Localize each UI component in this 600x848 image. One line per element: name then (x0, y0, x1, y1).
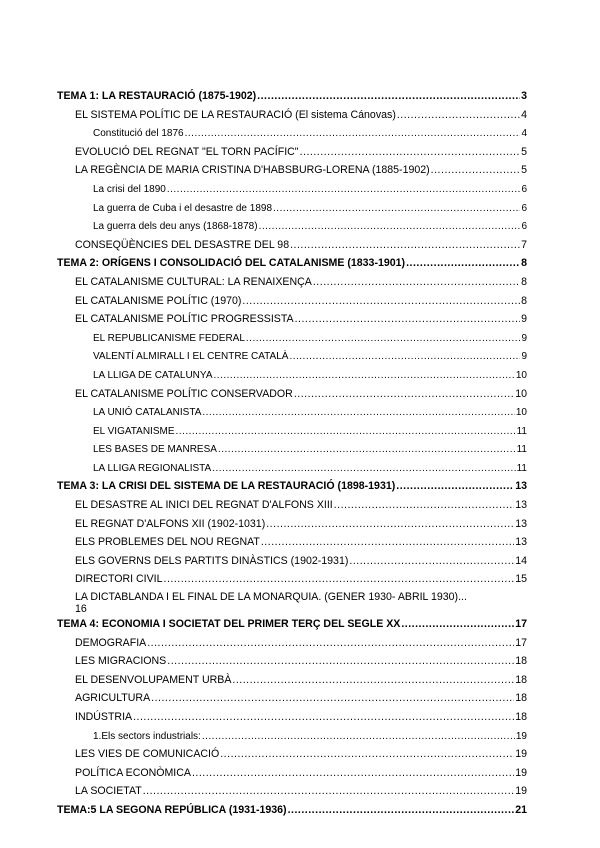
toc-entry-title: La crisi del 1890 (93, 183, 166, 195)
toc-entry-title: LA SOCIETAT (75, 785, 142, 798)
toc-entry-page: 17 (515, 618, 527, 631)
dot-leader (289, 350, 520, 363)
toc-entry-page: 6 (521, 221, 527, 233)
toc-entry-title: Constitució del 1876 (93, 128, 184, 140)
toc-entry[interactable] (57, 653, 527, 672)
toc-entry-title: EL CATALANISME CULTURAL: LA RENAIXENÇA (75, 275, 312, 288)
dot-leader (202, 406, 515, 419)
dot-leader (396, 480, 514, 493)
toc-entry-title: LA LLIGA REGIONALISTA (93, 462, 212, 474)
toc-entry-title: EL SISTEMA POLÍTIC DE LA RESTAURACIÓ (El sistema Cánovas) (75, 108, 396, 121)
dot-leader (349, 555, 514, 568)
toc-entry-page: 3 (521, 90, 527, 102)
toc-entry[interactable] (57, 293, 527, 312)
toc-entry-page: 7 (521, 238, 527, 251)
dot-leader (202, 730, 515, 743)
toc-entry[interactable] (57, 765, 527, 784)
toc-entry[interactable] (57, 441, 527, 460)
dot-leader (214, 369, 515, 382)
toc-entry-title: INDÚSTRIA (75, 711, 133, 723)
toc-entry-title: 1.Els sectors industrials: (93, 730, 201, 742)
dot-leader (164, 573, 515, 586)
toc-entry-page: 11 (516, 425, 527, 437)
toc-entry[interactable] (57, 497, 527, 516)
toc-entry[interactable] (57, 200, 527, 219)
dot-leader (273, 202, 520, 215)
toc-entry-page: 5 (521, 145, 527, 158)
toc-entry-title: LA DICTABLANDA I EL FINAL DE LA MONARQUIA. (GENER 1930- ABRIL 1930)... (75, 591, 467, 604)
dot-leader (259, 220, 521, 233)
toc-entry[interactable] (57, 218, 527, 237)
toc-entry-title: EL REPUBLICANISME FEDERAL (93, 332, 245, 344)
toc-entry-title: LES VIES DE COMUNICACIÓ (75, 748, 220, 761)
toc-entry[interactable] (57, 237, 527, 256)
toc-entry[interactable] (57, 125, 527, 144)
toc-entry-page: 4 (521, 108, 527, 121)
toc-entry-page: 18 (515, 655, 527, 668)
toc-entry[interactable] (57, 571, 527, 590)
toc-entry[interactable] (57, 144, 527, 163)
toc-entry-title: EL CATALANISME POLÍTIC PROGRESSISTA (75, 313, 294, 326)
toc-entry[interactable] (57, 404, 527, 423)
toc-entry-page: 9 (521, 351, 527, 363)
toc-entry[interactable] (57, 274, 527, 293)
toc-entry-page: 8 (521, 294, 527, 307)
toc-entry-page: 9 (521, 313, 527, 326)
dot-leader (313, 276, 520, 289)
toc-entry-page: 8 (521, 257, 527, 270)
toc-entry-title: TEMA 4: ECONOMIA I SOCIETAT DEL PRIMER TERÇ DEL SEGLE XX (57, 618, 401, 631)
toc-entry[interactable] (57, 672, 527, 691)
toc-entry-page: 6 (521, 183, 527, 195)
toc-entry-title: DEMOGRAFIA (75, 636, 147, 649)
toc-entry[interactable] (57, 783, 527, 802)
toc-entry-page: 10 (515, 387, 527, 400)
toc-entry-title: TEMA 1: LA RESTAURACIÓ (1875-1902) (57, 90, 257, 102)
toc-entry[interactable] (57, 460, 527, 479)
toc-entry-page: 18 (515, 692, 527, 705)
toc-entry-title: EVOLUCIÓ DEL REGNAT "EL TORN PACÍFIC" (75, 145, 299, 158)
toc-entry[interactable] (57, 635, 527, 654)
toc-entry-page: 10 (515, 369, 527, 381)
toc-entry-title: CONSEQÜÈNCIES DEL DESASTRE DEL 98 (75, 238, 290, 251)
toc-entry[interactable] (57, 553, 527, 572)
dot-leader (401, 618, 514, 631)
dot-leader (176, 425, 516, 438)
toc-entry-page: 19 (515, 785, 527, 798)
toc-entry-page: 8 (521, 275, 527, 288)
toc-entry-title: EL DESENVOLUPAMENT URBÀ (75, 673, 232, 686)
toc-entry-title: LES BASES DE MANRESA (93, 444, 217, 456)
toc-entry[interactable] (57, 367, 527, 386)
toc-entry-title: TEMA 2: ORÍGENS I CONSOLIDACIÓ DEL CATALANISME (1833-1901) (57, 257, 406, 270)
dot-leader (294, 388, 514, 401)
toc-entry-title: LA REGÈNCIA DE MARIA CRISTINA D'HABSBURG-LORENA (1885-1902) (75, 164, 430, 177)
toc-entry-title: EL REGNAT D'ALFONS XII (1902-1031) (75, 517, 266, 530)
toc-entry-page: 16 (75, 603, 87, 616)
toc-entry[interactable] (57, 478, 527, 497)
dot-leader (185, 127, 521, 140)
dot-leader (242, 295, 520, 308)
dot-leader (261, 536, 514, 549)
toc-entry-title: DIRECTORI CIVIL (75, 573, 163, 586)
toc-entry-page: 11 (516, 444, 527, 456)
toc-entry-title: La guerra dels deu anys (1868-1878) (93, 221, 258, 233)
toc-entry-title: POLÍTICA ECONÒMICA (75, 766, 191, 779)
dot-leader (133, 711, 514, 724)
dot-leader (431, 164, 520, 177)
toc-entry-page: 21 (515, 803, 527, 816)
toc-entry[interactable] (57, 802, 527, 821)
toc-entry-title: TEMA:5 LA SEGONA REPÚBLICA (1931-1936) (57, 803, 287, 816)
toc-entry-page: 5 (521, 164, 527, 177)
dot-leader (212, 462, 515, 475)
toc-entry-page: 18 (515, 673, 527, 686)
toc-entry-title: LES MIGRACIONS (75, 655, 167, 668)
dot-leader (167, 655, 514, 668)
toc-entry[interactable] (57, 255, 527, 274)
toc-entry-title: EL CATALANISME POLÍTIC CONSERVADOR (75, 387, 293, 400)
dot-leader (192, 767, 514, 780)
toc-entry-page: 6 (521, 202, 527, 214)
toc-entry-page: 9 (521, 332, 527, 344)
toc-entry[interactable] (57, 690, 527, 709)
toc-entry[interactable] (57, 386, 527, 405)
dot-leader (167, 183, 521, 196)
toc-entry-page: 13 (515, 536, 527, 549)
toc-entry[interactable] (57, 746, 527, 765)
dot-leader (266, 518, 514, 531)
dot-leader (334, 499, 514, 512)
toc-entry-title: TEMA 3: LA CRISI DEL SISTEMA DE LA RESTAURACIÓ (1898-1931) (57, 480, 396, 493)
toc-entry[interactable] (57, 590, 527, 616)
dot-leader (257, 90, 520, 103)
dot-leader (288, 804, 515, 817)
toc-entry[interactable] (57, 311, 527, 330)
toc-entry-title: LA UNIÓ CATALANISTA (93, 407, 202, 419)
dot-leader (397, 109, 520, 122)
toc-entry-title: ELS GOVERNS DELS PARTITS DINÀSTICS (1902-1931) (75, 554, 349, 567)
dot-leader (220, 748, 514, 761)
toc-entry-title: AGRICULTURA (75, 692, 151, 705)
dot-leader (147, 637, 514, 650)
dot-leader (143, 785, 514, 798)
dot-leader (151, 692, 514, 705)
toc-entry-title: LA LLIGA DE CATALUNYA (93, 369, 213, 381)
toc-entry-title: EL CATALANISME POLÍTIC (1970) (75, 294, 242, 307)
toc-entry-page: 17 (515, 636, 527, 649)
toc-entry-page: 19 (515, 766, 527, 779)
toc-entry-page: 19 (515, 748, 527, 761)
toc-entry-page: 13 (515, 499, 527, 512)
toc-entry[interactable] (57, 162, 527, 181)
toc-entry-page: 13 (515, 480, 527, 493)
dot-leader (218, 443, 516, 456)
toc-entry-title: EL VIGATANISME (93, 425, 175, 437)
toc-entry-title: ELS PROBLEMES DEL NOU REGNAT (75, 536, 260, 549)
toc-entry-page: 10 (515, 407, 527, 419)
toc-entry[interactable] (57, 516, 527, 535)
dot-leader (232, 674, 514, 687)
toc-entry[interactable] (57, 181, 527, 200)
toc-entry-page: 14 (515, 554, 527, 567)
toc-entry[interactable] (57, 107, 527, 126)
toc-entry-title: EL DESASTRE AL INICI DEL REGNAT D'ALFONS XIII (75, 499, 333, 512)
toc-entry-page: 19 (515, 730, 527, 742)
toc-entry[interactable] (57, 348, 527, 367)
toc-entry-page: 15 (515, 573, 527, 586)
toc-entry-page: 18 (515, 711, 527, 723)
toc-entry-page: 4 (521, 128, 527, 140)
toc-entry-title: La guerra de Cuba i el desastre de 1898 (93, 202, 273, 214)
dot-leader (300, 146, 521, 159)
toc-entry[interactable] (57, 88, 527, 107)
toc-entry[interactable] (57, 709, 527, 728)
dot-leader (246, 332, 521, 345)
dot-leader (295, 313, 521, 326)
toc-entry[interactable] (57, 728, 527, 747)
toc-entry[interactable] (57, 534, 527, 553)
toc-entry-page: 13 (515, 517, 527, 530)
toc-entry-page: 11 (516, 462, 527, 474)
toc-entry[interactable] (57, 616, 527, 635)
dot-leader (406, 257, 520, 270)
table-of-contents (57, 88, 527, 821)
toc-entry[interactable] (57, 330, 527, 349)
toc-entry[interactable] (57, 423, 527, 442)
dot-leader (290, 239, 520, 252)
toc-entry-title: VALENTÍ ALMIRALL I EL CENTRE CATALÀ (93, 351, 289, 363)
